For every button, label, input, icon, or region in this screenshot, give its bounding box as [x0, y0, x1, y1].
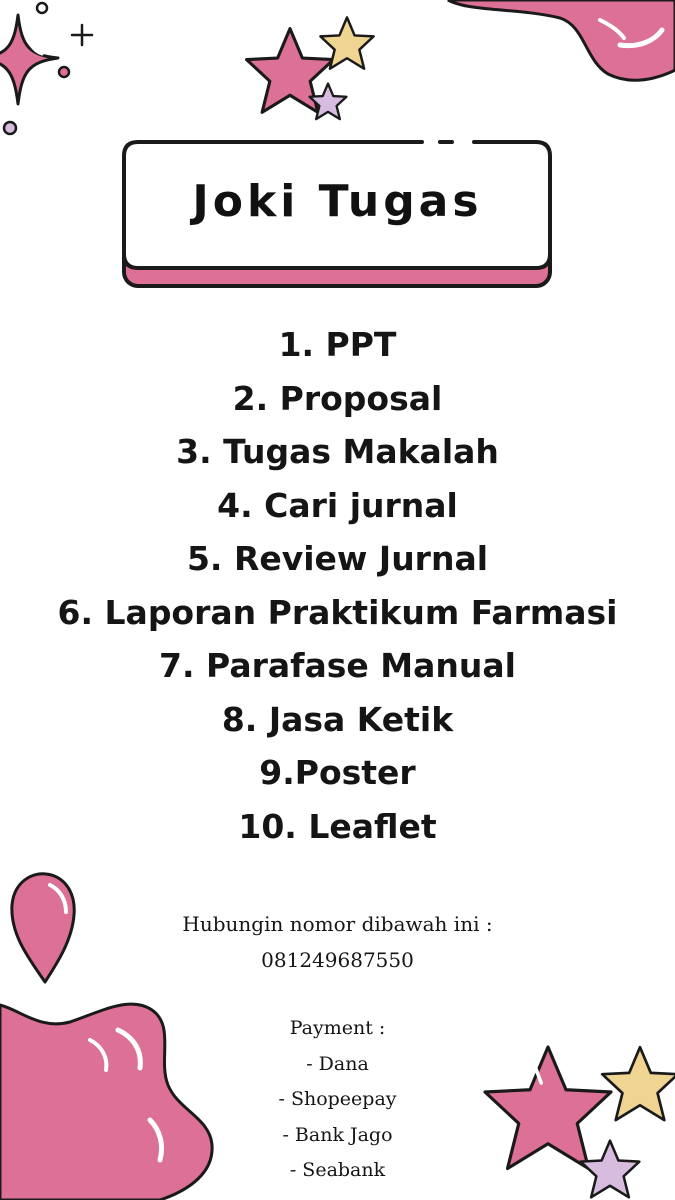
list-item: 3. Tugas Makalah: [176, 432, 499, 471]
list-item: 4. Cari jurnal: [217, 485, 458, 525]
list-item: 2. Proposal: [232, 378, 443, 418]
payment-method: - Shopeepay: [278, 1088, 397, 1110]
phone-number: 081249687550: [261, 948, 414, 972]
payment-method: - Bank Jago: [282, 1123, 393, 1146]
list-item: 1. PPT: [278, 325, 397, 364]
payment-method: - Dana: [306, 1052, 369, 1075]
list-item: 5. Review Jurnal: [186, 539, 489, 578]
list-item: 9.Poster: [259, 753, 416, 792]
dot-icon: [37, 3, 47, 13]
payment-label: Payment :: [289, 1017, 386, 1039]
plus-icon: [72, 25, 92, 45]
payment-section: [0, 1011, 675, 1189]
list-item: 8. Jasa Ketik: [221, 699, 454, 739]
dot-icon: [4, 122, 16, 134]
dot-icon: [59, 67, 69, 77]
top-right-blob: [448, 0, 675, 80]
list-item: 10. Leaflet: [238, 806, 437, 846]
list-item: 6. Laporan Praktikum Farmasi: [57, 592, 618, 632]
contact-label: Hubungin nomor dibawah ini :: [182, 912, 493, 936]
sparkle-icon: [0, 15, 58, 104]
contact-section: [0, 906, 675, 978]
payment-method: - Seabank: [289, 1159, 386, 1181]
star-icon: [310, 84, 347, 120]
services-list: [0, 318, 675, 853]
page-title: Joki Tugas: [192, 176, 483, 227]
list-item: 7. Parafase Manual: [159, 646, 516, 685]
